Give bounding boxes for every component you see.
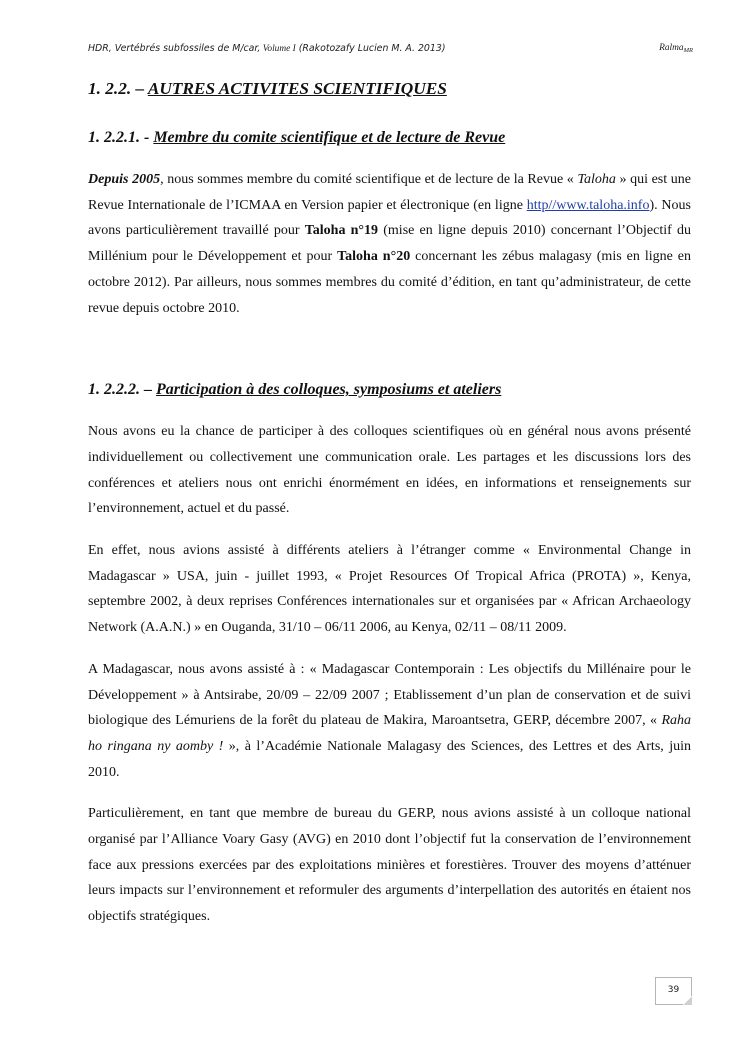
subsection-1-number: 1. 2.2.1. -	[88, 129, 154, 146]
text-run: concernant les zébus malagasy (mis en ligne en octobre 2012). Par ailleurs, nous sommes membres du comité d’édition, en tant qu’administrateur, de cette revue depuis octobre 2010.	[88, 249, 691, 316]
event-title-italic: Raha ho ringana ny aomby !	[88, 713, 691, 754]
header-name: Ralma	[659, 43, 684, 53]
section-title: AUTRES ACTIVITES SCIENTIFIQUES	[147, 79, 447, 98]
header-authors: (Rakotozafy Lucien M. A. 2013)	[295, 43, 446, 54]
journal-name: Taloha	[577, 172, 616, 187]
paragraph-gerp: Particulièrement, en tant que membre de bureau du GERP, nous avions assisté à un colloque national organisé par l’Alliance Voary Gasy (AVG) en 2010 dont l’objectif fut la conservation de l’environnement face aux pressions exercées par des exploitations minières et forestières. Trouver des moyens d’atténuer leurs impacts sur l’environnement et reformuler des arguments d’interpellation des autorités en étaient nos objectifs stratégiques.	[88, 806, 691, 925]
paragraph-colloques: Nous avons eu la chance de participer à des colloques scientifiques où en général nous avons présenté individuellement ou collectivement une communication orale. Les partages et les discussions lors des conférences et ateliers nous ont enrichi énormément en idées, en informations et renseignements sur l’environnement, actuel et du passé.	[88, 424, 691, 517]
text-run: ). Nous avons particulièrement travaillé pour	[88, 197, 691, 239]
text-run: (mise en ligne depuis 2010) concernant l’Objectif du Millénium pour le Développement et pour	[88, 223, 691, 265]
taloha-link[interactable]: http//www.taloha.info	[526, 197, 650, 213]
text-run: , nous sommes membre du comité scientifique et de lecture de la Revue «	[160, 172, 578, 187]
page-content	[88, 77, 691, 930]
since-date: Depuis 2005	[88, 172, 161, 187]
header-volume: Volume I	[260, 44, 296, 54]
subsection-1-heading	[88, 127, 691, 149]
text-run: », à l’Académie Nationale Malagasy des Sciences, des Lettres et des Arts, juin 2010.	[88, 738, 691, 780]
issue-19: Taloha n°19	[304, 223, 379, 239]
subsection-2-heading	[88, 379, 691, 401]
paragraph-ateliers-etranger: En effet, nous avions assisté à différents ateliers à l’étranger comme « Environmental Change in Madagascar » USA, juin - juillet 1993, « Projet Resources Of Tropical Africa (PROTA) », Kenya, septembre 2002, à deux reprises Conférences internationales sur et organisées par « African Archaeology Network (A.A.N.) » en Ouganda, 31/10 – 06/11 2006, au Kenya, 02/11 – 08/11 2009.	[88, 543, 691, 636]
page-curl-decoration	[683, 996, 692, 1005]
header-name-sub: MR	[683, 47, 693, 54]
header-left	[88, 43, 445, 54]
subsection-1-title: Membre du comite scientifique et de lecture de Revue	[153, 129, 506, 146]
header-title: HDR, Vertébrés subfossiles de M/car,	[88, 43, 261, 54]
page-number: 39	[667, 985, 680, 995]
paragraph-revue	[88, 167, 691, 321]
section-heading	[88, 77, 691, 101]
subsection-2-number: 1. 2.2.2. –	[88, 381, 156, 399]
subsection-2-title: Participation à des colloques, symposiums et ateliers	[156, 381, 502, 399]
section-number: 1. 2.2. –	[88, 79, 148, 98]
text-run: A Madagascar, nous avons assisté à : « Madagascar Contemporain : Les objectifs du Millénaire pour le Développement » à Antsirabe, 20/09 – 22/09 2007 ; Etablissement d’un plan de conservation et de suivi biologique des Lémuriens de la forêt du plateau de Makira, Maroantsetra, GERP, décembre 2007, «	[88, 661, 691, 729]
issue-20: Taloha n°20	[337, 249, 411, 265]
paragraph-madagascar	[88, 657, 691, 786]
header-right	[659, 43, 693, 54]
text-run: » qui est une Revue Internationale de l’ICMAA en Version papier et électronique (en ligne	[88, 172, 691, 213]
page-number-box	[655, 977, 692, 1005]
